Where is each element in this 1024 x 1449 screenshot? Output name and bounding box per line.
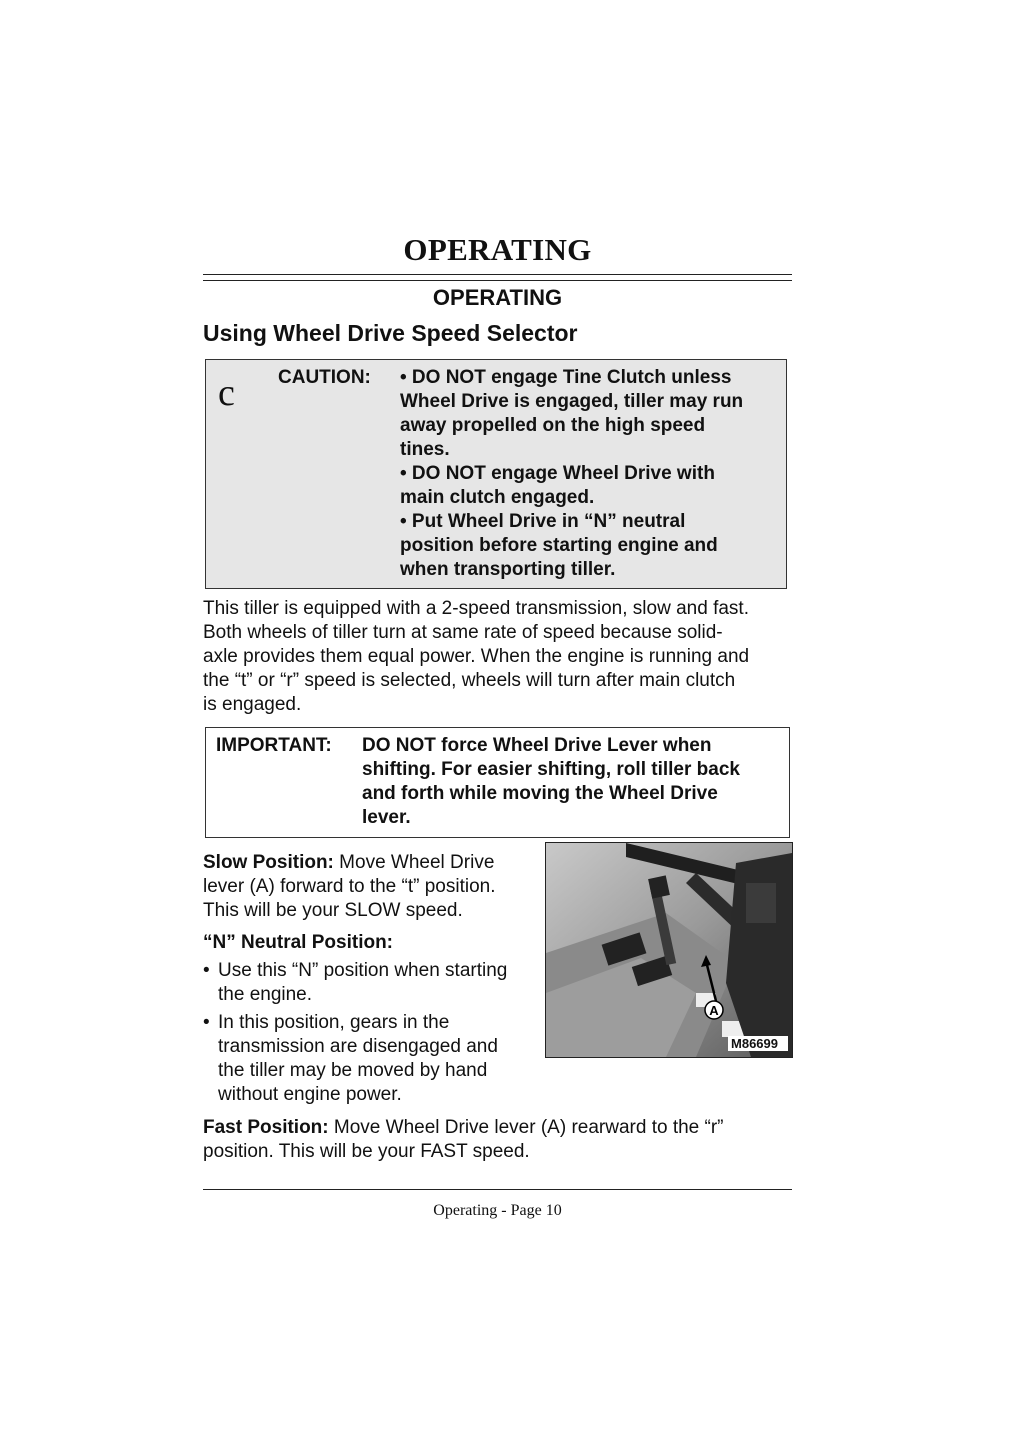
caution-line: main clutch engaged. — [400, 487, 595, 508]
slow-position-line: This will be your SLOW speed. — [203, 900, 463, 921]
fast-position-line: Move Wheel Drive lever (A) rearward to the “r” — [328, 1117, 724, 1138]
bullet-line: Use this “N” position when starting — [218, 960, 508, 981]
position-instructions — [203, 851, 539, 1107]
caution-line: away propelled on the high speed — [400, 415, 706, 436]
bullet-line: the tiller may be moved by hand — [218, 1060, 488, 1081]
fast-position-line: position. This will be your FAST speed. — [203, 1141, 530, 1162]
important-text — [362, 734, 782, 830]
neutral-position-title: “N” Neutral Position: — [203, 932, 394, 953]
slow-position-label: Slow Position: — [203, 852, 334, 873]
intro-line: This tiller is equipped with a 2-speed transmission, slow and fast. — [203, 598, 749, 619]
caution-line: when transporting tiller. — [400, 559, 616, 580]
important-line: and forth while moving the Wheel Drive — [362, 783, 718, 804]
caution-line: • DO NOT engage Wheel Drive with — [400, 463, 715, 484]
important-label: IMPORTANT: — [216, 735, 332, 756]
caution-line: tines. — [400, 439, 450, 460]
footer-rule — [203, 1189, 792, 1190]
tiller-photo-illustration — [546, 843, 792, 1057]
intro-line: Both wheels of tiller turn at same rate of speed because solid- — [203, 622, 723, 643]
intro-line: the “t” or “r” speed is selected, wheels will turn after main clutch — [203, 670, 736, 691]
subsection-title: Using Wheel Drive Speed Selector — [203, 320, 578, 346]
important-line: lever. — [362, 807, 411, 828]
caution-line: Wheel Drive is engaged, tiller may run — [400, 391, 744, 412]
slow-position-line: lever (A) forward to the “t” position. — [203, 876, 496, 897]
important-box — [205, 727, 790, 838]
intro-line: is engaged. — [203, 694, 302, 715]
important-line: DO NOT force Wheel Drive Lever when — [362, 735, 712, 756]
bullet-line: In this position, gears in the — [218, 1012, 450, 1033]
fast-position-label: Fast Position: — [203, 1117, 329, 1138]
section-title: OPERATING — [432, 285, 563, 310]
neutral-bullet — [203, 959, 539, 1007]
bullet-line: without engine power. — [218, 1084, 402, 1105]
figure-id-label: M86699 — [728, 1036, 788, 1051]
slow-position-line: Move Wheel Drive — [333, 852, 495, 873]
caution-text — [400, 366, 780, 582]
bullet-line: transmission are disengaged and — [218, 1036, 498, 1057]
caution-line: position before starting engine and — [400, 535, 718, 556]
caution-line: • Put Wheel Drive in “N” neutral — [400, 511, 686, 532]
intro-paragraph — [203, 597, 795, 717]
caution-symbol-icon: c — [218, 372, 235, 414]
wheel-drive-lever-photo — [545, 842, 793, 1058]
slow-position-paragraph — [203, 851, 539, 923]
important-line: shifting. For easier shifting, roll tiller back — [362, 759, 740, 780]
page-heading: OPERATING — [403, 232, 592, 267]
caution-box — [205, 359, 787, 589]
bullet-marker: • — [203, 960, 210, 981]
header-double-rule — [203, 274, 792, 281]
intro-line: axle provides them equal power. When the engine is running and — [203, 646, 750, 667]
neutral-bullet — [203, 1011, 539, 1107]
caution-label: CAUTION: — [278, 367, 371, 388]
bullet-line: the engine. — [218, 984, 313, 1005]
page-footer: Operating - Page 10 — [433, 1202, 562, 1219]
callout-label: A — [709, 1003, 719, 1018]
bullet-marker: • — [203, 1012, 210, 1033]
caution-line: • DO NOT engage Tine Clutch unless — [400, 367, 732, 388]
fast-position-paragraph — [203, 1116, 795, 1164]
